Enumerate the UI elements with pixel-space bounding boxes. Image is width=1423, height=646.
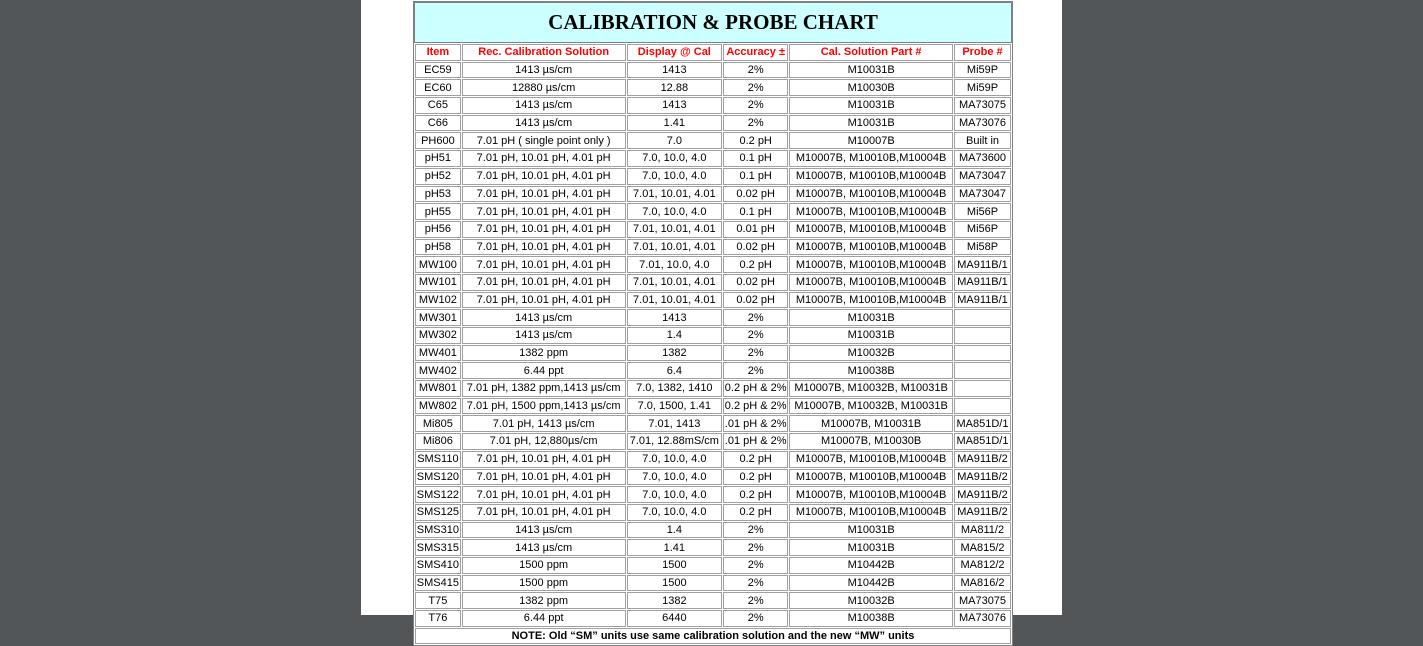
- cell-display-at-cal: 7.0, 10.0, 4.0: [627, 150, 723, 167]
- table-row: [415, 292, 1011, 309]
- document-page: [361, 0, 1062, 643]
- table-row: [415, 186, 1011, 203]
- header-row: [415, 44, 1011, 61]
- cell-probe-number: Built in: [954, 132, 1011, 149]
- cell-accuracy: 2%: [723, 79, 788, 96]
- cell-probe-number: MA911B/2: [954, 504, 1011, 521]
- table-row: [415, 433, 1011, 450]
- cell-accuracy: 2%: [723, 575, 788, 592]
- cell-calibration-solution: 1413 µs/cm: [462, 97, 626, 114]
- cell-calibration-solution: 7.01 pH, 10.01 pH, 4.01 pH: [462, 186, 626, 203]
- table-row: [415, 79, 1011, 96]
- cell-accuracy: 0.02 pH: [723, 239, 788, 256]
- cell-probe-number: [954, 345, 1011, 362]
- cell-item: pH53: [415, 186, 461, 203]
- cell-display-at-cal: 7.0, 10.0, 4.0: [627, 504, 723, 521]
- cell-probe-number: MA911B/1: [954, 292, 1011, 309]
- chart-title: CALIBRATION & PROBE CHART: [414, 2, 1012, 43]
- table-row: [415, 62, 1011, 79]
- table-row: [415, 221, 1011, 238]
- cell-part-number: M10032B: [789, 592, 953, 609]
- table-row: [415, 362, 1011, 379]
- cell-accuracy: 2%: [723, 309, 788, 326]
- cell-accuracy: 0.2 pH: [723, 132, 788, 149]
- cell-item: SMS410: [415, 557, 461, 574]
- cell-item: T75: [415, 592, 461, 609]
- cell-accuracy: .01 pH & 2%: [723, 433, 788, 450]
- table-row: [415, 274, 1011, 291]
- cell-probe-number: MA911B/2: [954, 469, 1011, 486]
- cell-display-at-cal: 7.01, 10.01, 4.01: [627, 274, 723, 291]
- cell-probe-number: [954, 380, 1011, 397]
- cell-accuracy: .01 pH & 2%: [723, 415, 788, 432]
- table-row: [415, 522, 1011, 539]
- cell-display-at-cal: 7.01, 10.0, 4.0: [627, 256, 723, 273]
- cell-accuracy: 0.2 pH: [723, 469, 788, 486]
- cell-part-number: M10007B, M10010B,M10004B: [789, 486, 953, 503]
- cell-part-number: M10007B, M10010B,M10004B: [789, 274, 953, 291]
- table-row: [415, 327, 1011, 344]
- cell-calibration-solution: 7.01 pH, 10.01 pH, 4.01 pH: [462, 221, 626, 238]
- table-row: [415, 256, 1011, 273]
- cell-probe-number: MA73600: [954, 150, 1011, 167]
- cell-calibration-solution: 7.01 pH, 10.01 pH, 4.01 pH: [462, 168, 626, 185]
- cell-accuracy: 0.2 pH: [723, 256, 788, 273]
- cell-calibration-solution: 6.44 ppt: [462, 362, 626, 379]
- cell-accuracy: 2%: [723, 592, 788, 609]
- cell-display-at-cal: 7.0, 10.0, 4.0: [627, 486, 723, 503]
- cell-accuracy: 0.1 pH: [723, 203, 788, 220]
- cell-accuracy: 0.02 pH: [723, 274, 788, 291]
- cell-part-number: M10030B: [789, 79, 953, 96]
- cell-calibration-solution: 7.01 pH, 10.01 pH, 4.01 pH: [462, 274, 626, 291]
- cell-accuracy: 2%: [723, 610, 788, 627]
- cell-part-number: M10007B, M10030B: [789, 433, 953, 450]
- cell-calibration-solution: 1500 ppm: [462, 575, 626, 592]
- cell-item: pH56: [415, 221, 461, 238]
- cell-calibration-solution: 1382 ppm: [462, 592, 626, 609]
- cell-item: SMS120: [415, 469, 461, 486]
- cell-probe-number: MA73075: [954, 97, 1011, 114]
- cell-display-at-cal: 1413: [627, 309, 723, 326]
- cell-part-number: M10007B, M10010B,M10004B: [789, 221, 953, 238]
- cell-probe-number: MA73076: [954, 610, 1011, 627]
- cell-item: MW100: [415, 256, 461, 273]
- header-calibration-solution: Rec. Calibration Solution: [462, 44, 626, 61]
- table-row: [415, 557, 1011, 574]
- cell-part-number: M10007B, M10032B, M10031B: [789, 398, 953, 415]
- cell-accuracy: 2%: [723, 327, 788, 344]
- cell-probe-number: [954, 362, 1011, 379]
- cell-calibration-solution: 7.01 pH, 10.01 pH, 4.01 pH: [462, 451, 626, 468]
- table-row: [415, 610, 1011, 627]
- cell-probe-number: Mi58P: [954, 239, 1011, 256]
- cell-probe-number: MA851D/1: [954, 415, 1011, 432]
- cell-display-at-cal: 1.4: [627, 327, 723, 344]
- cell-calibration-solution: 7.01 pH, 10.01 pH, 4.01 pH: [462, 486, 626, 503]
- cell-calibration-solution: 7.01 pH, 10.01 pH, 4.01 pH: [462, 292, 626, 309]
- cell-accuracy: 2%: [723, 362, 788, 379]
- cell-calibration-solution: 1413 µs/cm: [462, 62, 626, 79]
- cell-calibration-solution: 6.44 ppt: [462, 610, 626, 627]
- cell-probe-number: Mi56P: [954, 221, 1011, 238]
- cell-calibration-solution: 1413 µs/cm: [462, 327, 626, 344]
- cell-part-number: M10031B: [789, 62, 953, 79]
- cell-calibration-solution: 12880 µs/cm: [462, 79, 626, 96]
- cell-display-at-cal: 7.01, 10.01, 4.01: [627, 221, 723, 238]
- header-accuracy: Accuracy ±: [723, 44, 788, 61]
- cell-calibration-solution: 7.01 pH, 10.01 pH, 4.01 pH: [462, 469, 626, 486]
- cell-probe-number: MA911B/2: [954, 451, 1011, 468]
- cell-probe-number: Mi56P: [954, 203, 1011, 220]
- cell-display-at-cal: 7.0: [627, 132, 723, 149]
- cell-calibration-solution: 7.01 pH, 10.01 pH, 4.01 pH: [462, 239, 626, 256]
- cell-part-number: M10442B: [789, 575, 953, 592]
- table-row: [415, 309, 1011, 326]
- cell-display-at-cal: 1500: [627, 575, 723, 592]
- cell-calibration-solution: 1500 ppm: [462, 557, 626, 574]
- header-display-at-cal: Display @ Cal: [627, 44, 723, 61]
- cell-accuracy: 0.2 pH & 2%: [723, 398, 788, 415]
- cell-part-number: M10007B, M10010B,M10004B: [789, 203, 953, 220]
- cell-display-at-cal: 1.41: [627, 115, 723, 132]
- cell-calibration-solution: 7.01 pH, 1413 µs/cm: [462, 415, 626, 432]
- cell-accuracy: 0.1 pH: [723, 150, 788, 167]
- cell-part-number: M10031B: [789, 309, 953, 326]
- cell-display-at-cal: 7.0, 1500, 1.41: [627, 398, 723, 415]
- cell-probe-number: MA812/2: [954, 557, 1011, 574]
- cell-part-number: M10032B: [789, 345, 953, 362]
- cell-item: SMS122: [415, 486, 461, 503]
- table-row: [415, 469, 1011, 486]
- cell-accuracy: 0.2 pH: [723, 451, 788, 468]
- cell-probe-number: MA911B/1: [954, 256, 1011, 273]
- cell-probe-number: MA911B/1: [954, 274, 1011, 291]
- cell-part-number: M10031B: [789, 327, 953, 344]
- cell-part-number: M10007B: [789, 132, 953, 149]
- note-text: NOTE: Old “SM” units use same calibration solution and the new “MW” units: [415, 628, 1011, 645]
- cell-part-number: M10007B, M10010B,M10004B: [789, 469, 953, 486]
- cell-part-number: M10007B, M10010B,M10004B: [789, 186, 953, 203]
- cell-accuracy: 0.02 pH: [723, 186, 788, 203]
- cell-calibration-solution: 1413 µs/cm: [462, 309, 626, 326]
- cell-display-at-cal: 6.4: [627, 362, 723, 379]
- cell-display-at-cal: 7.0, 10.0, 4.0: [627, 168, 723, 185]
- table-row: [415, 504, 1011, 521]
- cell-display-at-cal: 7.01, 10.01, 4.01: [627, 239, 723, 256]
- cell-item: Mi805: [415, 415, 461, 432]
- cell-calibration-solution: 7.01 pH, 10.01 pH, 4.01 pH: [462, 150, 626, 167]
- cell-accuracy: 0.2 pH: [723, 504, 788, 521]
- table-row: [415, 97, 1011, 114]
- cell-part-number: M10031B: [789, 115, 953, 132]
- cell-calibration-solution: 7.01 pH ( single point only ): [462, 132, 626, 149]
- table-row: [415, 345, 1011, 362]
- cell-accuracy: 0.01 pH: [723, 221, 788, 238]
- header-part-number: Cal. Solution Part #: [789, 44, 953, 61]
- cell-calibration-solution: 7.01 pH, 10.01 pH, 4.01 pH: [462, 504, 626, 521]
- cell-probe-number: [954, 327, 1011, 344]
- cell-display-at-cal: 7.01, 10.01, 4.01: [627, 186, 723, 203]
- cell-item: pH58: [415, 239, 461, 256]
- cell-item: PH600: [415, 132, 461, 149]
- cell-calibration-solution: 1413 µs/cm: [462, 115, 626, 132]
- cell-item: MW402: [415, 362, 461, 379]
- cell-calibration-solution: 7.01 pH, 10.01 pH, 4.01 pH: [462, 256, 626, 273]
- calibration-chart: [413, 1, 1013, 646]
- cell-accuracy: 2%: [723, 539, 788, 556]
- cell-part-number: M10038B: [789, 610, 953, 627]
- cell-accuracy: 0.2 pH: [723, 486, 788, 503]
- cell-item: C65: [415, 97, 461, 114]
- cell-part-number: M10007B, M10032B, M10031B: [789, 380, 953, 397]
- cell-display-at-cal: 1.41: [627, 539, 723, 556]
- table-row: [415, 486, 1011, 503]
- table-row: [415, 539, 1011, 556]
- cell-probe-number: Mi59P: [954, 79, 1011, 96]
- header-item: Item: [415, 44, 461, 61]
- cell-item: T76: [415, 610, 461, 627]
- cell-item: MW401: [415, 345, 461, 362]
- cell-part-number: M10031B: [789, 539, 953, 556]
- table-row: [415, 592, 1011, 609]
- cell-accuracy: 2%: [723, 345, 788, 362]
- cell-display-at-cal: 7.01, 10.01, 4.01: [627, 292, 723, 309]
- cell-accuracy: 2%: [723, 557, 788, 574]
- cell-accuracy: 0.1 pH: [723, 168, 788, 185]
- cell-item: SMS415: [415, 575, 461, 592]
- cell-item: MW102: [415, 292, 461, 309]
- table-row: [415, 380, 1011, 397]
- cell-calibration-solution: 7.01 pH, 10.01 pH, 4.01 pH: [462, 203, 626, 220]
- cell-probe-number: MA811/2: [954, 522, 1011, 539]
- cell-part-number: M10442B: [789, 557, 953, 574]
- cell-calibration-solution: 1413 µs/cm: [462, 522, 626, 539]
- table-row: [415, 115, 1011, 132]
- cell-accuracy: 0.2 pH & 2%: [723, 380, 788, 397]
- cell-part-number: M10038B: [789, 362, 953, 379]
- header-probe-number: Probe #: [954, 44, 1011, 61]
- cell-probe-number: [954, 398, 1011, 415]
- cell-probe-number: MA911B/2: [954, 486, 1011, 503]
- cell-part-number: M10007B, M10010B,M10004B: [789, 239, 953, 256]
- cell-calibration-solution: 7.01 pH, 1500 ppm,1413 µs/cm: [462, 398, 626, 415]
- cell-display-at-cal: 1.4: [627, 522, 723, 539]
- cell-item: EC60: [415, 79, 461, 96]
- cell-display-at-cal: 7.0, 10.0, 4.0: [627, 451, 723, 468]
- cell-item: SMS315: [415, 539, 461, 556]
- cell-display-at-cal: 7.0, 10.0, 4.0: [627, 203, 723, 220]
- cell-item: SMS125: [415, 504, 461, 521]
- cell-probe-number: MA73047: [954, 168, 1011, 185]
- table-row: [415, 398, 1011, 415]
- cell-part-number: M10007B, M10031B: [789, 415, 953, 432]
- cell-display-at-cal: 6440: [627, 610, 723, 627]
- table-row: [415, 150, 1011, 167]
- cell-probe-number: MA816/2: [954, 575, 1011, 592]
- cell-display-at-cal: 7.0, 10.0, 4.0: [627, 469, 723, 486]
- table-row: [415, 203, 1011, 220]
- cell-display-at-cal: 1382: [627, 345, 723, 362]
- cell-item: EC59: [415, 62, 461, 79]
- cell-probe-number: [954, 309, 1011, 326]
- table-row: [415, 415, 1011, 432]
- cell-item: MW101: [415, 274, 461, 291]
- cell-item: MW801: [415, 380, 461, 397]
- cell-item: SMS310: [415, 522, 461, 539]
- cell-display-at-cal: 1413: [627, 97, 723, 114]
- cell-item: MW301: [415, 309, 461, 326]
- cell-item: Mi806: [415, 433, 461, 450]
- cell-display-at-cal: 7.01, 12.88mS/cm: [627, 433, 723, 450]
- calibration-table: [414, 43, 1012, 645]
- cell-calibration-solution: 1382 ppm: [462, 345, 626, 362]
- cell-display-at-cal: 12.88: [627, 79, 723, 96]
- cell-item: SMS110: [415, 451, 461, 468]
- cell-item: C66: [415, 115, 461, 132]
- table-row: [415, 132, 1011, 149]
- cell-part-number: M10007B, M10010B,M10004B: [789, 150, 953, 167]
- cell-item: MW302: [415, 327, 461, 344]
- cell-item: pH51: [415, 150, 461, 167]
- cell-accuracy: 2%: [723, 115, 788, 132]
- cell-display-at-cal: 1413: [627, 62, 723, 79]
- cell-probe-number: Mi59P: [954, 62, 1011, 79]
- cell-calibration-solution: 7.01 pH, 1382 ppm,1413 µs/cm: [462, 380, 626, 397]
- cell-part-number: M10007B, M10010B,M10004B: [789, 256, 953, 273]
- cell-part-number: M10007B, M10010B,M10004B: [789, 292, 953, 309]
- cell-display-at-cal: 7.01, 1413: [627, 415, 723, 432]
- cell-item: MW802: [415, 398, 461, 415]
- cell-calibration-solution: 1413 µs/cm: [462, 539, 626, 556]
- cell-part-number: M10007B, M10010B,M10004B: [789, 451, 953, 468]
- cell-item: pH55: [415, 203, 461, 220]
- cell-display-at-cal: 7.0, 1382, 1410: [627, 380, 723, 397]
- cell-accuracy: 2%: [723, 97, 788, 114]
- cell-part-number: M10007B, M10010B,M10004B: [789, 504, 953, 521]
- cell-accuracy: 2%: [723, 62, 788, 79]
- cell-probe-number: MA73076: [954, 115, 1011, 132]
- cell-probe-number: MA851D/1: [954, 433, 1011, 450]
- cell-display-at-cal: 1382: [627, 592, 723, 609]
- cell-calibration-solution: 7.01 pH, 12,880µs/cm: [462, 433, 626, 450]
- table-row: [415, 239, 1011, 256]
- table-row: [415, 575, 1011, 592]
- note-row: [415, 628, 1011, 645]
- cell-part-number: M10031B: [789, 522, 953, 539]
- cell-display-at-cal: 1500: [627, 557, 723, 574]
- cell-probe-number: MA815/2: [954, 539, 1011, 556]
- cell-probe-number: MA73047: [954, 186, 1011, 203]
- cell-accuracy: 2%: [723, 522, 788, 539]
- cell-item: pH52: [415, 168, 461, 185]
- table-row: [415, 168, 1011, 185]
- cell-part-number: M10031B: [789, 97, 953, 114]
- table-row: [415, 451, 1011, 468]
- cell-part-number: M10007B, M10010B,M10004B: [789, 168, 953, 185]
- cell-accuracy: 0.02 pH: [723, 292, 788, 309]
- cell-probe-number: MA73075: [954, 592, 1011, 609]
- table-body: [415, 62, 1011, 627]
